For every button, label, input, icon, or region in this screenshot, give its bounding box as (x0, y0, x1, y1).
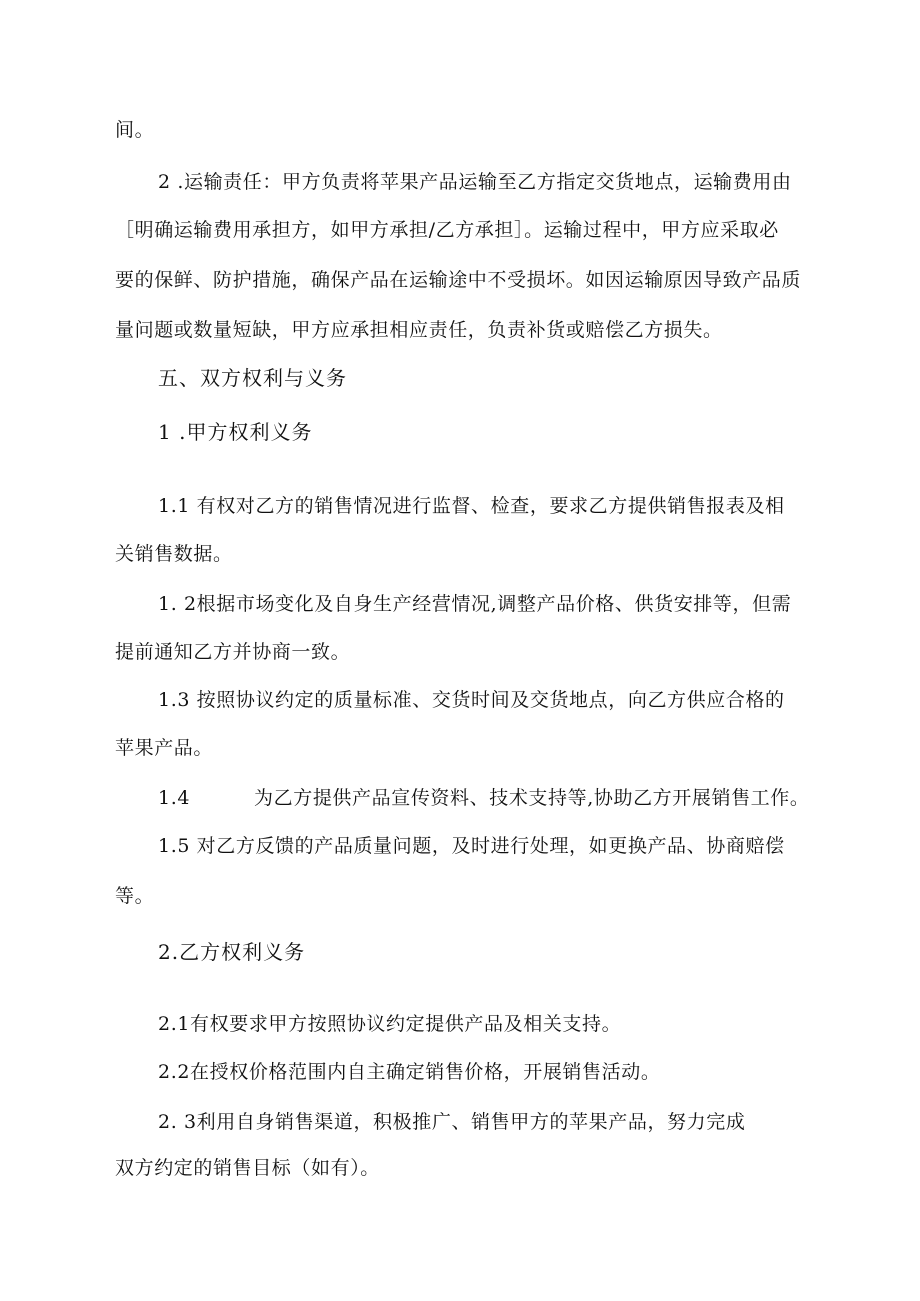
continuation-text: 间。 (115, 119, 155, 141)
section-5-title: 五、双方权利与义务 (158, 366, 347, 390)
clause-a-1-4 (158, 786, 809, 810)
clause-b-2-2: 2.2在授权价格范围内自主确定销售价格，开展销售活动。 (158, 1061, 661, 1083)
clause-a-1-1-line-2: 关销售数据。 (115, 543, 233, 565)
clause-4-2-line-4: 量问题或数量短缺，甲方应承担相应责任，负责补货或赔偿乙方损失。 (115, 319, 723, 341)
clause-b-2-3-line-2: 双方约定的销售目标（如有）。 (115, 1157, 380, 1179)
clause-a-1-3-line-1: 1.3 按照协议约定的质量标准、交货时间及交货地点，向乙方供应合格的 (158, 689, 785, 711)
party-b-title: 2.乙方权利义务 (158, 940, 306, 964)
clause-a-1-1-line-1: 1.1 有权对乙方的销售情况进行监督、检查，要求乙方提供销售报表及相 (158, 495, 785, 517)
clause-a-1-2-line-2: 提前通知乙方并协商一致。 (115, 641, 351, 663)
clause-b-2-1: 2.1有权要求甲方按照协议约定提供产品及相关支持。 (158, 1013, 622, 1035)
clause-a-1-4-text: 为乙方提供产品宣传资料、技术支持等,协助乙方开展销售工作。 (254, 787, 810, 809)
clause-4-2-line-1: 2 .运输责任：甲方负责将苹果产品运输至乙方指定交货地点，运输费用由 (158, 171, 792, 193)
clause-a-1-4-number: 1.4 (158, 787, 191, 809)
clause-a-1-3-line-2: 苹果产品。 (115, 737, 214, 759)
party-a-title: 1 .甲方权利义务 (158, 420, 313, 444)
clause-4-2-line-2: ［明确运输费用承担方，如甲方承担/乙方承担］。运输过程中，甲方应采取必 (115, 219, 779, 241)
clause-b-2-3-line-1: 2. 3利用自身销售渠道，积极推广、销售甲方的苹果产品，努力完成 (158, 1111, 746, 1133)
clause-a-1-5-line-2: 等。 (115, 885, 155, 907)
clause-a-1-2-line-1: 1. 2根据市场变化及自身生产经营情况,调整产品价格、供货安排等，但需 (158, 593, 792, 615)
clause-4-2-line-3: 要的保鲜、防护措施，确保产品在运输途中不受损坏。如因运输原因导致产品质 (115, 269, 802, 291)
clause-a-1-5-line-1: 1.5 对乙方反馈的产品质量问题，及时进行处理，如更换产品、协商赔偿 (158, 835, 785, 857)
